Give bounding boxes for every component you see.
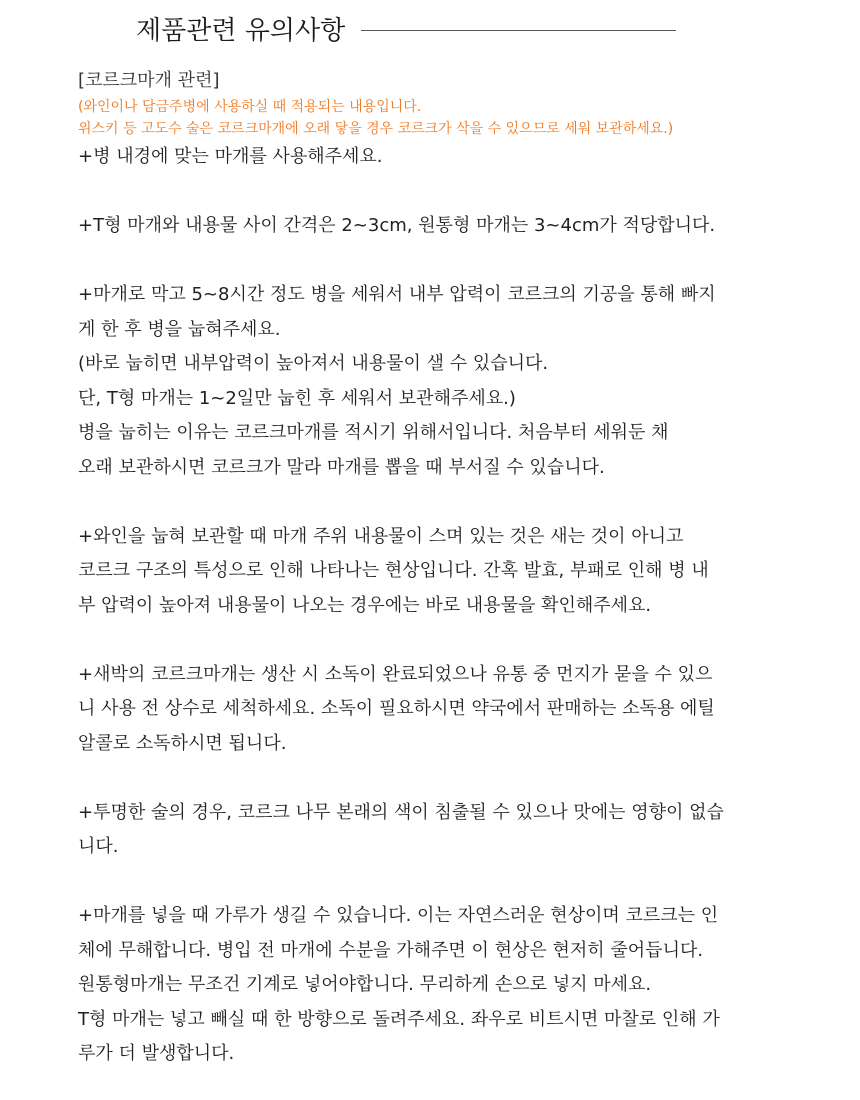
paragraph-line: +투명한 술의 경우, 코르크 나무 본래의 색이 침출될 수 있으나 맛에는 영향이 없습 [78, 801, 724, 823]
notice-content [78, 66, 790, 1072]
paragraph-line: 니다. [78, 836, 119, 857]
page-title: 제품관련 유의사항 [136, 15, 346, 46]
paragraph-spacer [78, 865, 790, 900]
notice-paragraph [78, 209, 790, 244]
paragraph-line: 체에 무해합니다. 병입 전 마개에 수분을 가해주면 이 현상은 현저히 줄어듭니다. [78, 939, 704, 961]
paragraph-line: 니 사용 전 상수로 세척하세요. 소독이 필요하시면 약국에서 판매하는 소독용 에틸 [78, 698, 715, 719]
notice-paragraph [78, 899, 790, 1072]
note-line: (와인이나 담금주병에 사용하실 때 적용되는 내용입니다. [78, 99, 422, 115]
paragraph-line: 부 압력이 높아져 내용물이 나오는 경우에는 바로 내용물을 확인해주세요. [78, 594, 652, 616]
note-block [78, 96, 790, 140]
paragraph-line: 원통형마개는 무조건 기계로 넣어야합니다. 무리하게 손으로 넣지 마세요. [78, 974, 652, 995]
paragraph-line: 코르크 구조의 특성으로 인해 나타나는 현상입니다. 간혹 발효, 부패로 인해 병 내 [78, 560, 709, 581]
paragraph-spacer [78, 175, 790, 210]
paragraph-line: 게 한 후 병을 눕혀주세요. [78, 318, 281, 340]
paragraph-line: (바로 눕히면 내부압력이 높아져서 내용물이 샐 수 있습니다. [78, 353, 549, 374]
title-divider [361, 30, 676, 31]
paragraph-line: 병을 눕히는 이유는 코르크마개를 적시기 위해서입니다. 처음부터 세워둔 채 [78, 422, 669, 443]
paragraph-line: +마개를 넣을 때 가루가 생길 수 있습니다. 이는 자연스러운 현상이며 코르크는 인 [78, 905, 719, 926]
paragraph-line: 루가 더 발생합니다. [78, 1043, 235, 1064]
paragraph-line: 단, T형 마개는 1~2일만 눕힌 후 세워서 보관해주세요.) [78, 387, 516, 409]
notice-paragraph [78, 140, 790, 175]
paragraph-spacer [78, 623, 790, 658]
paragraph-line: +마개로 막고 5~8시간 정도 병을 세워서 내부 압력이 코르크의 기공을 통해 빠지 [78, 284, 716, 305]
notice-paragraph [78, 658, 790, 762]
note-line: 위스키 등 고도수 술은 코르크마개에 오래 닿을 경우 코르크가 삭을 수 있으므로 세워 보관하세요.) [78, 121, 674, 137]
paragraph-line: +새박의 코르크마개는 생산 시 소독이 완료되었으나 유통 중 먼지가 묻을 수 있으 [78, 663, 713, 685]
page-header [136, 10, 676, 46]
paragraph-spacer [78, 761, 790, 796]
section-heading: [코르크마개 관련] [78, 70, 220, 91]
paragraph-line: 알콜로 소독하시면 됩니다. [78, 732, 287, 754]
paragraph-line: +와인을 눕혀 보관할 때 마개 주위 내용물이 스며 있는 것은 새는 것이 아니고 [78, 525, 684, 547]
paragraph-line: 오래 보관하시면 코르크가 말라 마개를 뽑을 때 부서질 수 있습니다. [78, 456, 605, 478]
paragraph-spacer [78, 485, 790, 520]
paragraph-line: +T형 마개와 내용물 사이 간격은 2~3cm, 원통형 마개는 3~4cm가 적당합니다. [78, 215, 716, 236]
paragraph-spacer [78, 244, 790, 279]
paragraph-line: T형 마개는 넣고 빼실 때 한 방향으로 돌려주세요. 좌우로 비트시면 마찰로 인해 가 [78, 1008, 720, 1030]
notice-paragraph [78, 520, 790, 624]
paragraph-line: +병 내경에 맞는 마개를 사용해주세요. [78, 146, 383, 167]
notice-paragraph [78, 796, 790, 865]
notice-paragraph [78, 278, 790, 485]
